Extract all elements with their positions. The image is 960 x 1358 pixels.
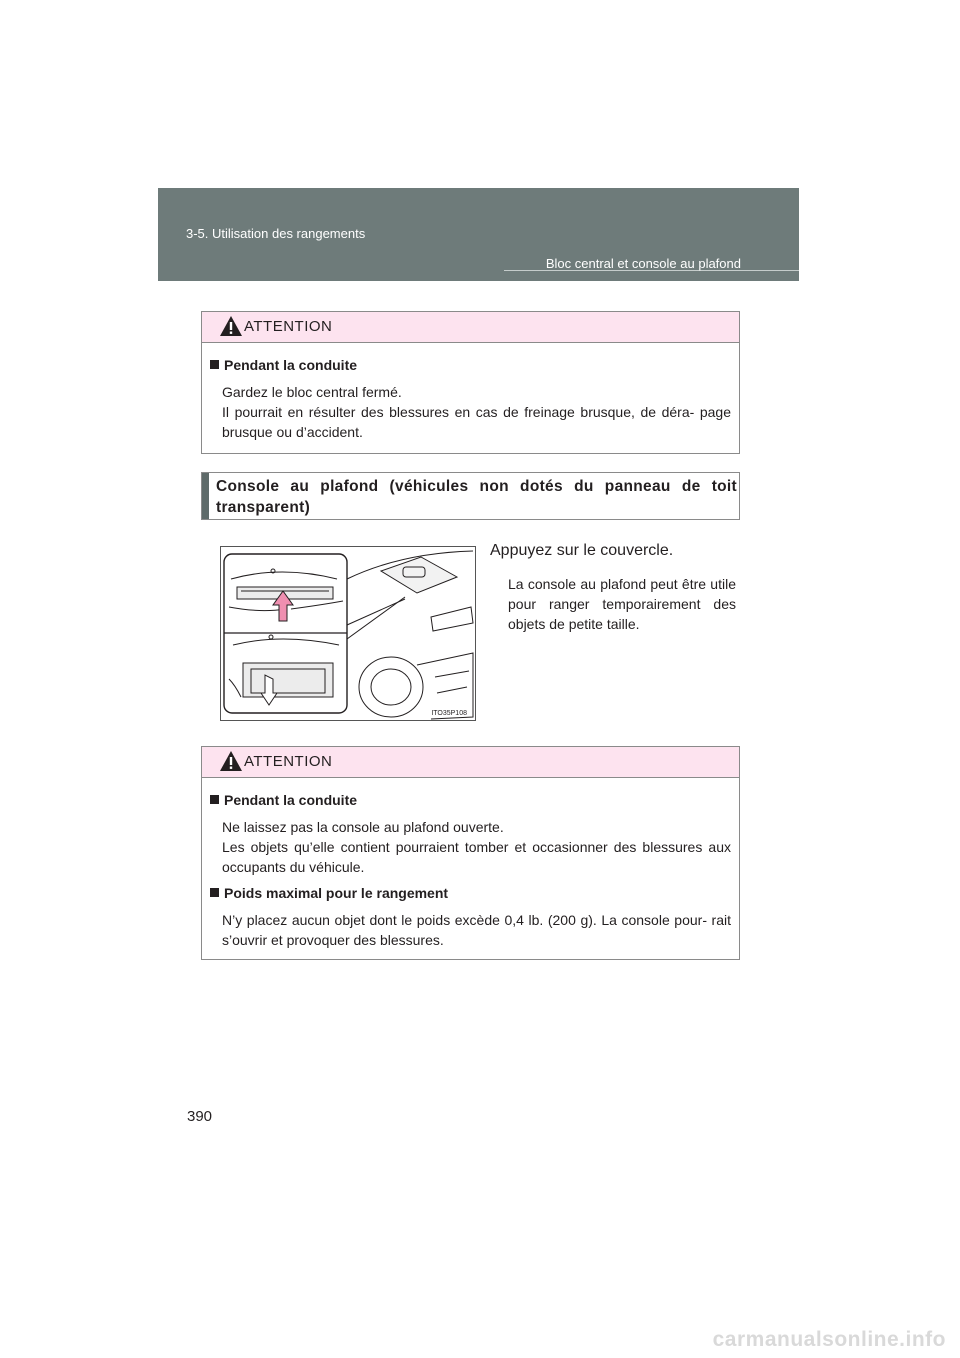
attention-title: ATTENTION [244, 318, 333, 335]
warning-item-title: Poids maximal pour le rangement [210, 883, 731, 903]
warning-item-text: Ne laissez pas la console au plafond ouverte. Les objets qu’elle contient pourraient tomber et occasionner des blessures aux occupants du véhicule. [222, 819, 731, 875]
section-heading-bar [202, 473, 209, 519]
section-heading-box [201, 472, 740, 520]
overhead-console-illustration [220, 546, 476, 721]
warning-item-text: N’y placez aucun objet dont le poids excède 0,4 lb. (200 g). La console pour- rait s’ouvrir et provoquer des blessures. [222, 912, 731, 948]
console-drawing [221, 547, 475, 720]
watermark-text: carmanualsonline.info [712, 1328, 946, 1351]
figure-code: ITO35P108 [431, 710, 467, 717]
warning-item-title: Pendant la conduite [210, 355, 731, 375]
attention-header [202, 747, 739, 778]
bullet-square-icon [210, 795, 219, 804]
warning-triangle-icon [219, 750, 243, 772]
section-title: 3-5. Utilisation des rangements [186, 226, 366, 241]
attention-body [202, 778, 739, 970]
chapter-header-bar [158, 188, 799, 281]
step-note: La console au plafond peut être utile pour ranger temporairement des objets de petite taille. [508, 576, 736, 632]
attention-body [202, 343, 739, 462]
attention-header [202, 312, 739, 343]
attention-box-1 [201, 311, 740, 454]
warning-item-title: Pendant la conduite [210, 790, 731, 810]
watermark [0, 1326, 960, 1358]
warning-item-text: Gardez le bloc central fermé. Il pourrait en résulter des blessures en cas de freinage brusque, de déra- page brusque ou d’accident. [222, 384, 731, 440]
attention-box-2 [201, 746, 740, 960]
step-instruction: Appuyez sur le couvercle. [490, 542, 674, 559]
attention-title: ATTENTION [244, 753, 333, 770]
section-heading: Console au plafond (véhicules non dotés du panneau de toit transparent) [216, 478, 737, 516]
bullet-square-icon [210, 360, 219, 369]
page-number: 390 [187, 1108, 213, 1125]
subsection-title: Bloc central et console au plafond [545, 256, 741, 271]
bullet-square-icon [210, 888, 219, 897]
warning-triangle-icon [219, 315, 243, 337]
